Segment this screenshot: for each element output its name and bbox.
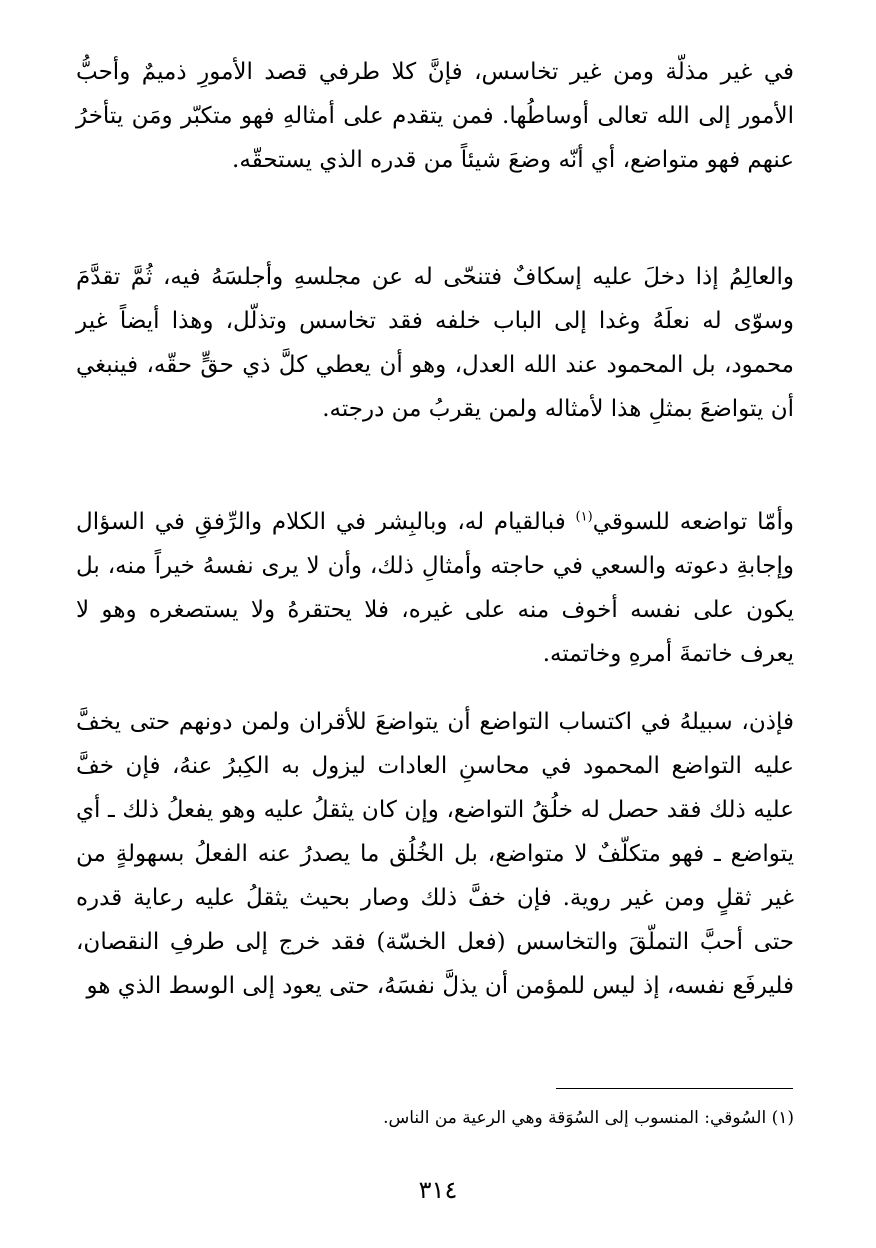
footnote-divider	[556, 1088, 793, 1089]
paragraph-3-opening: وأمّا تواضعه للسوقي	[592, 509, 794, 535]
page-number: ٣١٤	[418, 1176, 458, 1204]
paragraph-4: فإذن، سبيلهُ في اكتساب التواضع أن يتواضعَ للأقران ولمن دونهم حتى يخفَّ عليه التواضع المحمود في محاسنِ العادات ليزول به الكِبرُ عنهُ، فإن خفَّ عليه ذلك فقد حصل له خلُقُ التواضع، وإن كان يثقلُ عليه وهو يفعلُ ذلك ـ أي يتواضع ـ فهو متكلّفٌ لا متواضع، بل الخُلُق ما يصدرُ عنه الفعلُ بسهولةٍ من غير ثقلٍ ومن غير روية. فإن خفَّ ذلك وصار بحيث يثقلُ عليه رعاية قدره حتى أحبَّ التملّقَ والتخاسس (فعل الخسّة) فقد خرج إلى طرفِ النقصان، فليرفَع نفسه، إذ ليس للمؤمن أن يذلَّ نفسَهُ، حتى يعود إلى الوسط الذي هو	[76, 709, 794, 999]
paragraph-1: في غير مذلّة ومن غير تخاسس، فإنَّ كلا طرفي قصد الأمورِ ذميمٌ وأحبُّ الأمور إلى الله تعالى أوساطُها. فمن يتقدم على أمثالهِ فهو متكبّر ومَن يتأخرُ عنهم فهو متواضع، أي أنّه وضعَ شيئاً من قدره الذي يستحقّه.	[76, 59, 794, 173]
footnote	[76, 1104, 794, 1132]
paragraph-2: والعالِمُ إذا دخلَ عليه إسكافٌ فتنحّى له عن مجلسهِ وأجلسَهُ فيه، ثُمَّ تقدَّمَ وسوّى له نعلَهُ وغدا إلى الباب خلفه فقد تخاسس وتذلّل، وهذا أيضاً غير محمود، بل المحمود عند الله العدل، وهو أن يعطي كلَّ ذي حقٍّ حقّه، فينبغي أن يتواضعَ بمثلِ هذا لأمثاله ولمن يقربُ من درجته.	[76, 264, 794, 422]
footnote-reference[interactable]: (١)	[575, 509, 593, 525]
paragraph-3	[76, 500, 794, 676]
paragraph-3-body: فبالقيام له، وبالبِشر في الكلام والرِّفقِ في السؤال وإجابةِ دعوته والسعي في حاجته وأمثالِ ذلك، وأن لا يرى نفسهُ خيراً منه، بل يكون على نفسه أخوف منه على غيره، فلا يحتقرهُ ولا يستصغره وهو لا يعرف خاتمةَ أمرهِ وخاتمته.	[76, 509, 794, 667]
footnote-text: السُوقي: المنسوب إلى السُوَقة وهي الرعية من الناس.	[383, 1108, 767, 1128]
footnote-marker: (١)	[771, 1108, 794, 1128]
